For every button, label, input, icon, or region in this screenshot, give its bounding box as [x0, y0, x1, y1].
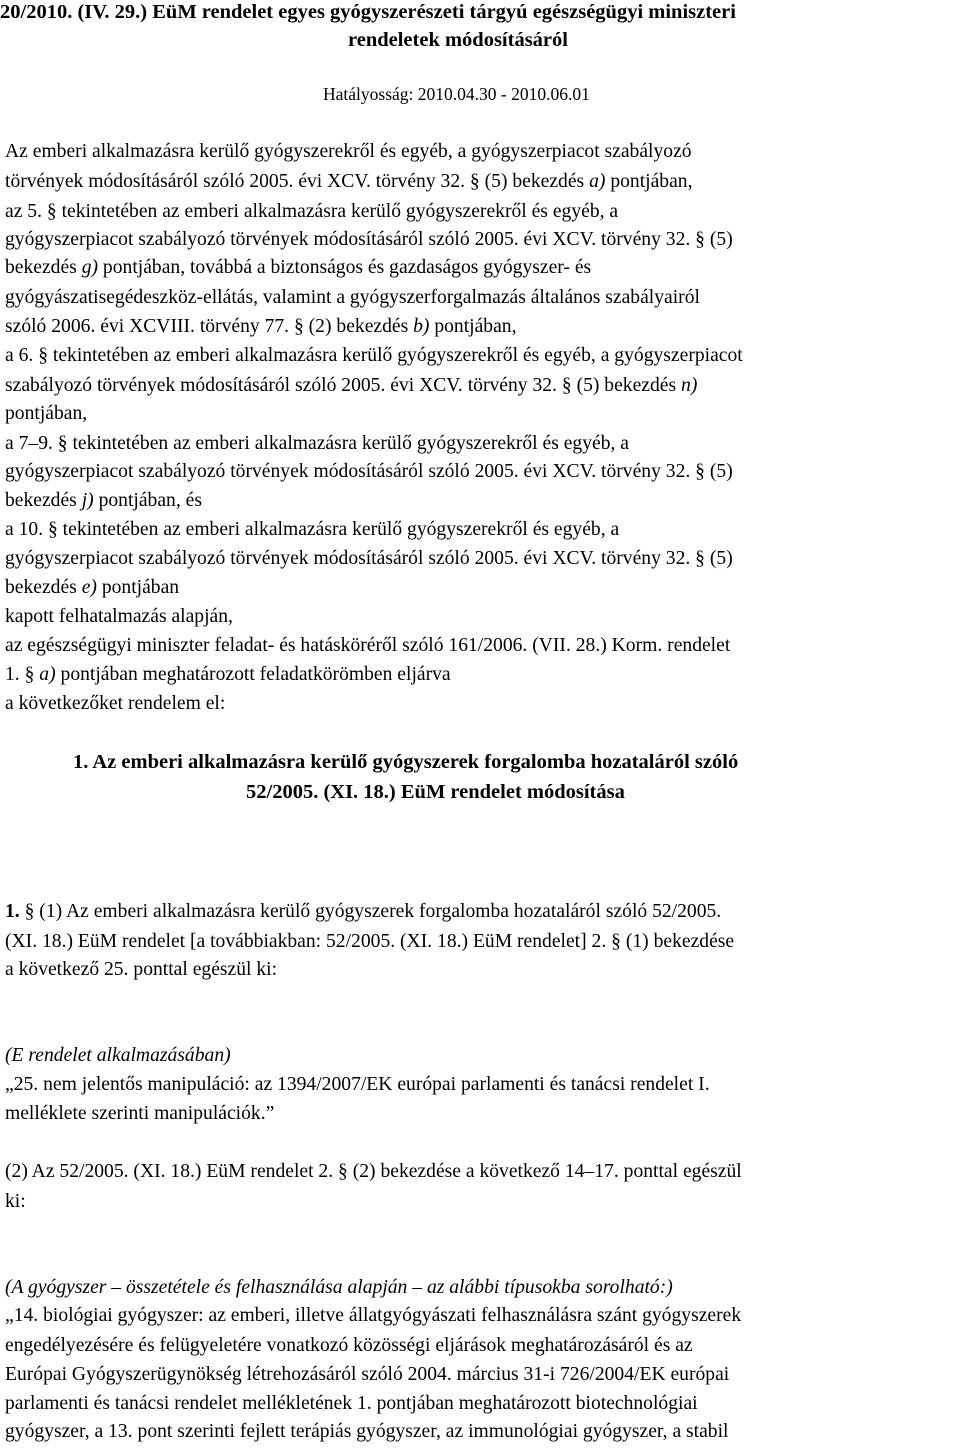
preamble-line: a 7–9. § tekintetében az emberi alkalmazásra kerülő gyógyszerekről és egyéb, a [5, 433, 630, 454]
preamble-line: a következőket rendelem el: [5, 693, 226, 714]
section-heading-line-1: 1. Az emberi alkalmazásra kerülő gyógyszerek forgalomba hozataláról szóló [73, 751, 739, 773]
preamble-line: a 6. § tekintetében az emberi alkalmazásra kerülő gyógyszerekről és egyéb, a gyógyszerpiacot [5, 345, 743, 366]
preamble-line: 1. § a) pontjában meghatározott feladatkörömben eljárva [5, 664, 451, 685]
preamble-line: gyógyszerpiacot szabályozó törvények módosításáról szóló 2005. évi XCV. törvény 32. § (5) [5, 548, 733, 569]
preamble-line: a 10. § tekintetében az emberi alkalmazásra kerülő gyógyszerekről és egyéb, a [5, 519, 620, 540]
paragraph-2-line: ki: [5, 1191, 26, 1212]
preamble-line: bekezdés g) pontjában, továbbá a biztonságos és gazdaságos gyógyszer- és [5, 257, 592, 278]
validity-period: Hatályosság: 2010.04.30 - 2010.06.01 [323, 84, 590, 104]
preamble-line: kapott felhatalmazás alapján, [5, 606, 233, 627]
document-title-line-2: rendeletek módosításáról [348, 29, 568, 51]
paragraph-1-line: (XI. 18.) EüM rendelet [a továbbiakban: 52/2005. (XI. 18.) EüM rendelet] 2. § (1) bekezdése [5, 931, 735, 952]
preamble-line: gyógyszerpiacot szabályozó törvények módosításáról szóló 2005. évi XCV. törvény 32. § (5) [5, 229, 733, 250]
insert-2-line: engedélyezésére és felügyeletére vonatkozó közösségi eljárások meghatározásáról és az [5, 1335, 693, 1356]
preamble-line: bekezdés e) pontjában [5, 577, 180, 598]
insert-2-line: parlamenti és tanácsi rendelet mellékletének 1. pontjában meghatározott biotechnológiai [5, 1393, 698, 1414]
insert-2-line: gyógyszer, a 13. pont szerinti fejlett terápiás gyógyszer, az immunológiai gyógyszer, a stabil [5, 1421, 729, 1442]
preamble-line: Az emberi alkalmazásra kerülő gyógyszerekről és egyéb, a gyógyszerpiacot szabályozó [5, 141, 692, 162]
preamble-line: pontjában, [5, 403, 88, 424]
preamble-line: törvények módosításáról szóló 2005. évi XCV. törvény 32. § (5) bekezdés a) pontjában, [5, 171, 693, 192]
section-heading-line-2: 52/2005. (XI. 18.) EüM rendelet módosítása [246, 781, 625, 803]
preamble-line: szóló 2006. évi XCVIII. törvény 77. § (2) bekezdés b) pontjában, [5, 316, 517, 337]
preamble-line: az egészségügyi miniszter feladat- és hatásköréről szóló 161/2006. (VII. 28.) Korm. rendelet [5, 635, 731, 656]
paragraph-1-line: a következő 25. ponttal egészül ki: [5, 959, 278, 980]
paragraph-2-line: (2) Az 52/2005. (XI. 18.) EüM rendelet 2. § (2) bekezdése a következő 14–17. ponttal egészül [5, 1161, 742, 1182]
preamble-line: bekezdés j) pontjában, és [5, 490, 202, 511]
preamble-line: az 5. § tekintetében az emberi alkalmazásra kerülő gyógyszerekről és egyéb, a [5, 201, 619, 222]
insert-2-line: „14. biológiai gyógyszer: az emberi, illetve állatgyógyászati felhasználásra szánt gyógyszerek [5, 1305, 742, 1326]
insert-context-1: (E rendelet alkalmazásában) [5, 1045, 231, 1066]
document-title-line-1: 20/2010. (IV. 29.) EüM rendelet egyes gyógyszerészeti tárgyú egészségügyi miniszteri [0, 1, 736, 23]
paragraph-number: 1. [5, 901, 20, 922]
insert-context-2: (A gyógyszer – összetétele és felhasználása alapján – az alábbi típusokba sorolható:) [5, 1277, 673, 1298]
insert-2-line: Európai Gyógyszerügynökség létrehozásáról szóló 2004. március 31-i 726/2004/EK európai [5, 1364, 730, 1385]
preamble-line: gyógyászatisegédeszköz-ellátás, valamint a gyógyszerforgalmazás általános szabályairól [5, 287, 700, 308]
insert-1-line: „25. nem jelentős manipuláció: az 1394/2007/EK európai parlamenti és tanácsi rendelet I. [5, 1074, 710, 1095]
preamble-line: szabályozó törvények módosításáról szóló 2005. évi XCV. törvény 32. § (5) bekezdés n) [5, 375, 698, 396]
preamble-line: gyógyszerpiacot szabályozó törvények módosításáról szóló 2005. évi XCV. törvény 32. § (5) [5, 461, 733, 482]
insert-1-line: melléklete szerinti manipulációk.” [5, 1103, 275, 1124]
paragraph-1-line: 1. § (1) Az emberi alkalmazásra kerülő gyógyszerek forgalomba hozataláról szóló 52/2005. [5, 901, 722, 922]
